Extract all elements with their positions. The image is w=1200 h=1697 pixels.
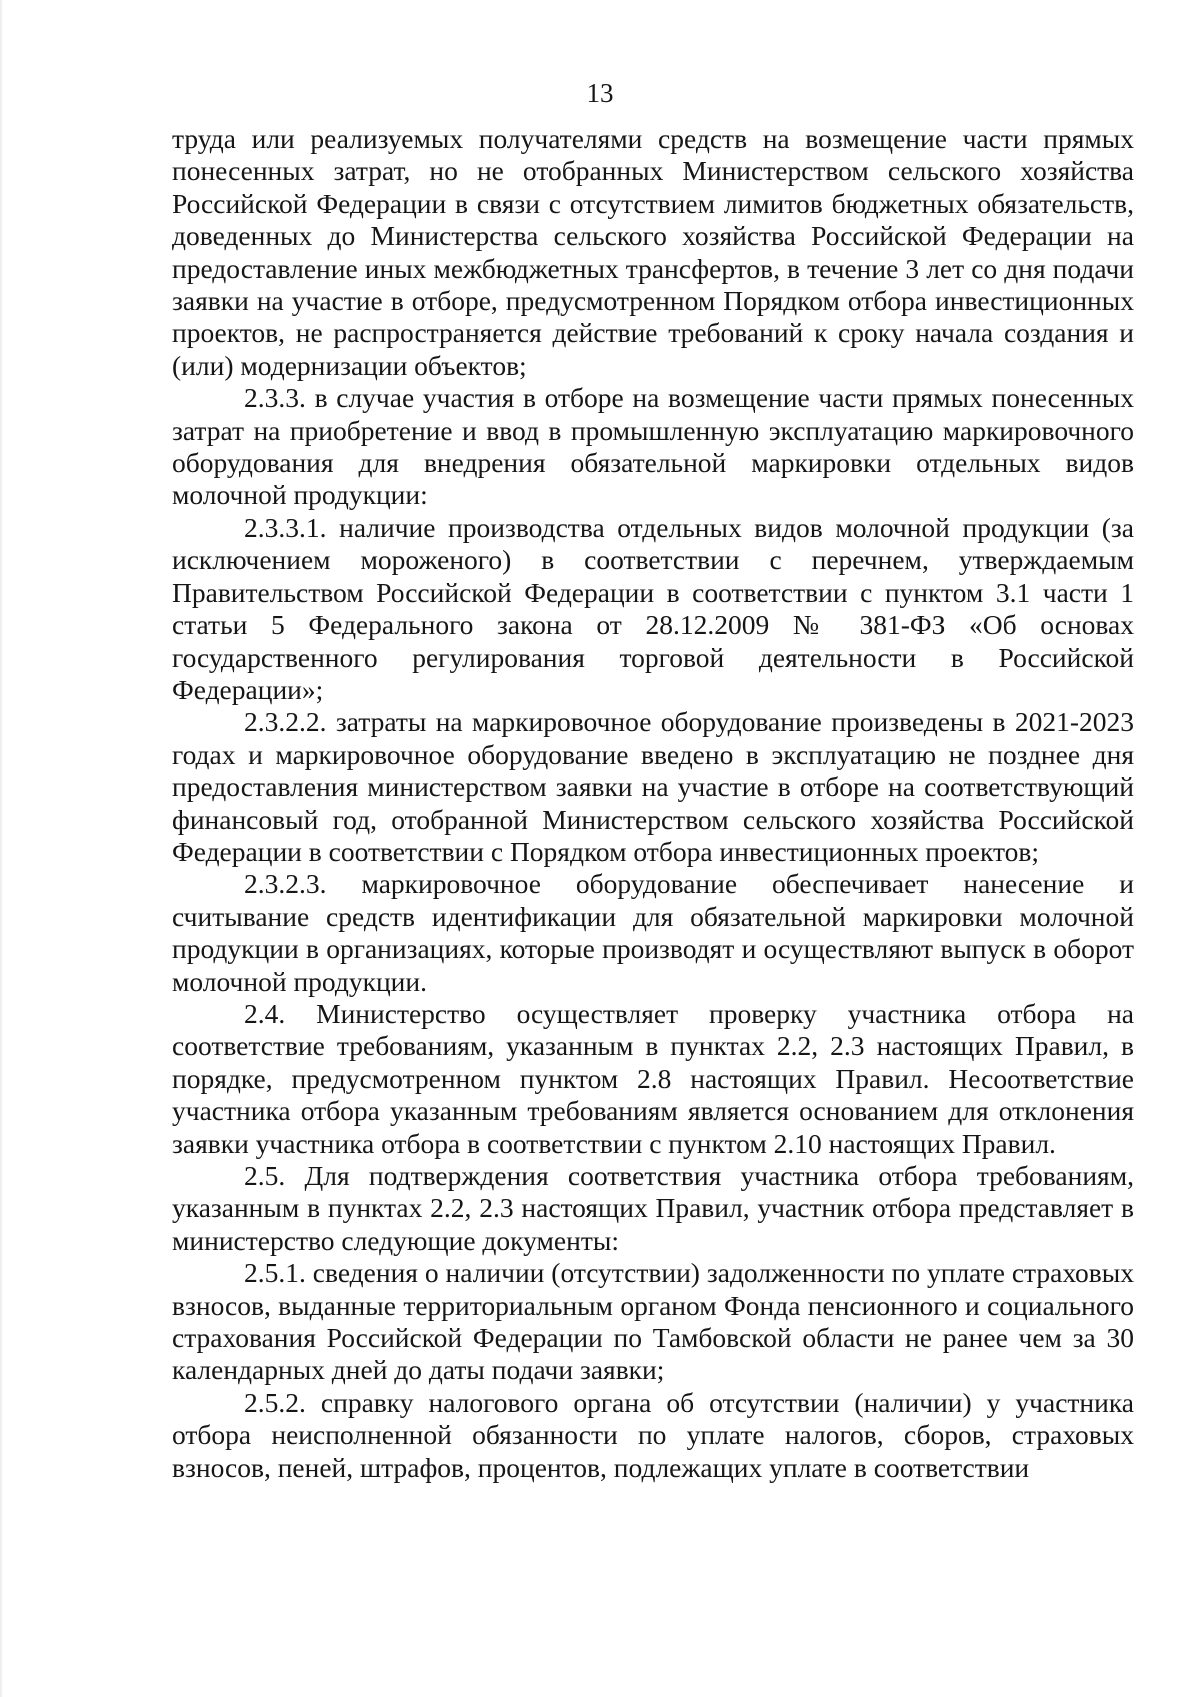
page-number: 13 [586,78,614,108]
paragraph-2-3-3: 2.3.3. в случае участия в отборе на возмещение части прямых понесенных затрат на приобретение и ввод в промышленную эксплуатацию маркировочного оборудования для внедрения обязательной маркировки отдельных видов молочной продукции: [172,382,1134,511]
paragraph-2-5-2: 2.5.2. справку налогового органа об отсутствии (наличии) у участника отбора неисполненной обязанности по уплате налогов, сборов, страховых взносов, пеней, штрафов, процентов, подлежащих уплате в соответствии [172,1386,1134,1483]
paragraph-2-3-2-3: 2.3.2.3. маркировочное оборудование обеспечивает нанесение и считывание средств идентификации для обязательной маркировки молочной продукции в организациях, которые производят и осуществляют выпуск в оборот молочной продукции. [172,868,1134,997]
scan-edge [0,0,3,1697]
paragraph-2-5: 2.5. Для подтверждения соответствия участника отбора требованиям, указанным в пунктах 2.2, 2.3 настоящих Правил, участник отбора представляет в министерство следующие документы: [172,1160,1134,1256]
document-body [172,123,1134,1484]
paragraph-continuation: труда или реализуемых получателями средств на возмещение части прямых понесенных затрат, но не отобранных Министерством сельского хозяйства Российской Федерации в связи с отсутствием лимитов бюджетных обязательств, доведенных до Министерства сельского хозяйства Российской Федерации на предоставление иных межбюджетных трансфертов, в течение 3 лет со дня подачи заявки на участие в отборе, предусмотренном Порядком отбора инвестиционных проектов, не распространяется действие требований к сроку начала создания и (или) модернизации объектов; [172,123,1134,381]
paragraph-2-5-1: 2.5.1. сведения о наличии (отсутствии) задолженности по уплате страховых взносов, выданные территориальным органом Фонда пенсионного и социального страхования Российской Федерации по Тамбовской области не ранее чем за 30 календарных дней до даты подачи заявки; [172,1257,1134,1386]
paragraph-2-4: 2.4. Министерство осуществляет проверку участника отбора на соответствие требованиям, указанным в пунктах 2.2, 2.3 настоящих Правил, в порядке, предусмотренном пунктом 2.8 настоящих Правил. Несоответствие участника отбора указанным требованиям является основанием для отклонения заявки участника отбора в соответствии с пунктом 2.10 настоящих Правил. [172,997,1134,1159]
paragraph-2-3-3-1: 2.3.3.1. наличие производства отдельных видов молочной продукции (за исключением мороженого) в соответствии с перечнем, утверждаемым Правительством Российской Федерации в соответствии с пунктом 3.1 части 1 статьи 5 Федерального закона от 28.12.2009 № 381-ФЗ «Об основах государственного регулирования торговой деятельности в Российской Федерации»; [172,511,1134,705]
paragraph-2-3-2-2: 2.3.2.2. затраты на маркировочное оборудование произведены в 2021-2023 годах и маркировочное оборудование введено в эксплуатацию не позднее дня предоставления министерством заявки на участие в отборе на соответствующий финансовый год, отобранной Министерством сельского хозяйства Российской Федерации в соответствии с Порядком отбора инвестиционных проектов; [172,706,1134,867]
